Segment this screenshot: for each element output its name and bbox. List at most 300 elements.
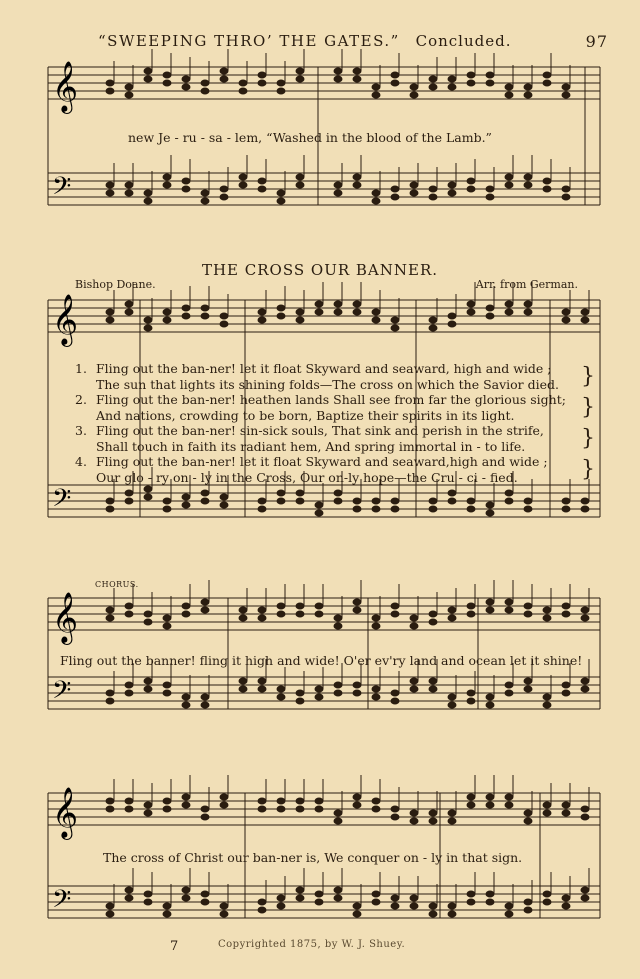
note-head (391, 690, 399, 696)
note-head (201, 806, 209, 812)
note-head (486, 802, 494, 808)
note-head (372, 891, 380, 897)
note-head (448, 498, 456, 504)
note-head (258, 907, 266, 913)
note-head (106, 903, 114, 909)
note-head (106, 806, 114, 812)
note-head (562, 603, 570, 609)
note-head (144, 494, 152, 500)
note-head (486, 607, 494, 613)
note-head (144, 325, 152, 331)
note-head (562, 611, 570, 617)
note-head (353, 682, 361, 688)
note-head (486, 899, 494, 905)
note-head (106, 798, 114, 804)
note-head (562, 317, 570, 323)
note-head (467, 698, 475, 704)
note-head (106, 498, 114, 504)
note-head (448, 182, 456, 188)
note-head (277, 498, 285, 504)
note-head (486, 194, 494, 200)
note-head (429, 903, 437, 909)
note-head (220, 321, 228, 327)
note-head (277, 305, 285, 311)
note-head (505, 794, 513, 800)
note-head (524, 678, 532, 684)
song-arranger: Arr. from German. (475, 278, 578, 291)
note-head (277, 798, 285, 804)
note-head (315, 891, 323, 897)
note-head (277, 88, 285, 94)
note-head (220, 313, 228, 319)
note-head (429, 686, 437, 692)
note-head (353, 506, 361, 512)
note-head (467, 178, 475, 184)
note-head (581, 607, 589, 613)
note-head (315, 798, 323, 804)
note-head (391, 698, 399, 704)
note-head (239, 678, 247, 684)
verse-line: And nations, crowding to be born, Baptize their spirits in its light. (96, 407, 515, 423)
verse-block (75, 361, 595, 485)
note-head (296, 68, 304, 74)
note-head (182, 186, 190, 192)
note-head (562, 498, 570, 504)
note-head (125, 806, 133, 812)
note-head (334, 490, 342, 496)
note-head (315, 899, 323, 905)
header-title: “SWEEPING THRO’ THE GATES.” (98, 32, 400, 50)
note-head (410, 182, 418, 188)
note-head (505, 309, 513, 315)
note-head (144, 899, 152, 905)
note-head (125, 182, 133, 188)
note-head (201, 694, 209, 700)
note-head (524, 84, 532, 90)
note-head (353, 599, 361, 605)
note-head (220, 494, 228, 500)
note-head (239, 182, 247, 188)
note-head (353, 607, 361, 613)
note-head (258, 80, 266, 86)
note-head (201, 490, 209, 496)
note-head (334, 895, 342, 901)
note-head (372, 506, 380, 512)
note-head (524, 498, 532, 504)
note-head (106, 182, 114, 188)
note-head (296, 698, 304, 704)
note-head (524, 899, 532, 905)
note-head (448, 76, 456, 82)
note-head (410, 623, 418, 629)
note-head (296, 317, 304, 323)
note-head (163, 806, 171, 812)
note-head (429, 186, 437, 192)
note-head (524, 301, 532, 307)
note-head (467, 301, 475, 307)
note-head (429, 84, 437, 90)
note-head (163, 174, 171, 180)
note-head (163, 72, 171, 78)
note-head (429, 911, 437, 917)
note-head (505, 802, 513, 808)
note-head (486, 313, 494, 319)
chorus-lyric-1: Fling out the banner! fling it high and wide! O'er ev'ry land and ocean let it shine! (60, 653, 583, 668)
note-head (353, 690, 361, 696)
note-head (163, 182, 171, 188)
note-head (220, 68, 228, 74)
note-head (201, 814, 209, 820)
note-head (391, 895, 399, 901)
verse-line: 3. Fling out the ban-ner! sin-sick souls, That sink and perish in the strife, (75, 423, 544, 438)
note-head (372, 686, 380, 692)
note-head (334, 301, 342, 307)
note-head (524, 686, 532, 692)
note-head (144, 611, 152, 617)
note-head (505, 92, 513, 98)
note-head (125, 603, 133, 609)
note-head (315, 603, 323, 609)
note-head (467, 186, 475, 192)
note-head (163, 506, 171, 512)
note-head (144, 76, 152, 82)
note-head (277, 603, 285, 609)
note-head (334, 615, 342, 621)
verse-brace: } (581, 395, 595, 420)
note-head (505, 599, 513, 605)
note-head (201, 80, 209, 86)
note-head (125, 611, 133, 617)
note-head (334, 68, 342, 74)
note-head (543, 802, 551, 808)
note-head (125, 490, 133, 496)
note-head (429, 810, 437, 816)
note-head (144, 190, 152, 196)
note-head (391, 194, 399, 200)
note-head (505, 682, 513, 688)
note-head (543, 80, 551, 86)
note-head (296, 76, 304, 82)
note-head (315, 502, 323, 508)
note-head (220, 186, 228, 192)
note-head (182, 895, 190, 901)
note-head (296, 603, 304, 609)
note-head (353, 309, 361, 315)
note-head (448, 607, 456, 613)
note-head (562, 690, 570, 696)
verse-brace: } (581, 364, 595, 389)
note-head (353, 301, 361, 307)
note-head (372, 309, 380, 315)
note-head (296, 182, 304, 188)
note-head (315, 686, 323, 692)
note-head (201, 702, 209, 708)
note-head (334, 623, 342, 629)
note-head (562, 84, 570, 90)
note-head (581, 506, 589, 512)
note-head (334, 810, 342, 816)
note-head (296, 498, 304, 504)
note-head (144, 198, 152, 204)
note-head (410, 818, 418, 824)
verse-line: Shall touch in faith its radiant hem, And spring immortal in - to life. (96, 438, 526, 454)
note-head (524, 603, 532, 609)
note-head (391, 317, 399, 323)
note-head (372, 317, 380, 323)
note-head (163, 623, 171, 629)
note-head (182, 84, 190, 90)
note-head (296, 174, 304, 180)
note-head (524, 182, 532, 188)
note-head (201, 198, 209, 204)
note-head (448, 903, 456, 909)
bass-clef-icon: 𝄢 (52, 676, 72, 711)
note-head (277, 490, 285, 496)
note-head (296, 611, 304, 617)
note-head (429, 818, 437, 824)
note-head (505, 301, 513, 307)
note-head (144, 619, 152, 625)
note-head (524, 506, 532, 512)
note-head (163, 798, 171, 804)
note-head (543, 694, 551, 700)
note-head (163, 903, 171, 909)
note-head (581, 498, 589, 504)
note-head (106, 190, 114, 196)
note-head (258, 178, 266, 184)
note-head (220, 903, 228, 909)
note-head (296, 798, 304, 804)
note-head (201, 88, 209, 94)
verse-line: 4. Fling out the ban-ner! let it float Skyward and seaward,high and wide ; (75, 454, 548, 469)
note-head (372, 498, 380, 504)
note-head (163, 309, 171, 315)
note-head (125, 84, 133, 90)
note-head (543, 72, 551, 78)
note-head (239, 174, 247, 180)
note-head (486, 891, 494, 897)
note-head (106, 506, 114, 512)
note-head (220, 502, 228, 508)
note-head (258, 72, 266, 78)
note-head (429, 76, 437, 82)
note-head (258, 678, 266, 684)
note-head (125, 690, 133, 696)
note-head (372, 84, 380, 90)
note-head (372, 92, 380, 98)
note-head (334, 887, 342, 893)
note-head (524, 810, 532, 816)
note-head (258, 615, 266, 621)
chorus-label: CHORUS. (95, 580, 139, 589)
note-head (372, 694, 380, 700)
note-head (239, 686, 247, 692)
note-head (448, 313, 456, 319)
note-head (467, 80, 475, 86)
verse-line: Our glo - ry on - ly in the Cross, Our on-ly hope—the Cru - ci - fied. (96, 469, 518, 485)
note-head (334, 682, 342, 688)
note-head (524, 818, 532, 824)
note-head (334, 182, 342, 188)
note-head (448, 490, 456, 496)
note-head (296, 806, 304, 812)
note-head (486, 305, 494, 311)
note-head (220, 794, 228, 800)
note-head (163, 615, 171, 621)
note-head (505, 498, 513, 504)
note-head (372, 798, 380, 804)
note-head (562, 506, 570, 512)
note-head (182, 502, 190, 508)
note-head (581, 895, 589, 901)
note-head (410, 903, 418, 909)
note-head (448, 911, 456, 917)
song-title: THE CROSS OUR BANNER. (201, 261, 439, 279)
note-head (201, 498, 209, 504)
note-head (505, 490, 513, 496)
note-head (467, 794, 475, 800)
verse-line: The sun that lights its shining folds—The cross on which the Savior died. (96, 376, 559, 392)
note-head (486, 702, 494, 708)
note-head (429, 611, 437, 617)
note-head (277, 80, 285, 86)
note-head (258, 186, 266, 192)
note-head (429, 506, 437, 512)
note-head (220, 194, 228, 200)
note-head (163, 682, 171, 688)
copyright-notice: Copyrighted 1875, by W. J. Shuey. (218, 939, 406, 950)
note-head (125, 301, 133, 307)
note-head (524, 92, 532, 98)
note-head (410, 190, 418, 196)
note-head (410, 686, 418, 692)
note-head (315, 694, 323, 700)
note-head (144, 802, 152, 808)
note-head (391, 325, 399, 331)
note-head (144, 686, 152, 692)
header-status: Concluded. (415, 32, 512, 50)
note-head (391, 186, 399, 192)
note-head (391, 611, 399, 617)
note-head (144, 678, 152, 684)
note-head (581, 686, 589, 692)
note-head (334, 309, 342, 315)
note-head (277, 190, 285, 196)
note-head (505, 182, 513, 188)
note-head (581, 887, 589, 893)
note-head (391, 903, 399, 909)
note-head (163, 690, 171, 696)
note-head (372, 899, 380, 905)
treble-clef-icon: 𝄞 (52, 592, 79, 643)
note-head (163, 80, 171, 86)
note-head (182, 313, 190, 319)
note-head (277, 198, 285, 204)
note-head (353, 911, 361, 917)
note-head (220, 802, 228, 808)
note-head (448, 818, 456, 824)
note-head (277, 686, 285, 692)
note-head (220, 911, 228, 917)
note-head (182, 603, 190, 609)
note-head (315, 309, 323, 315)
note-head (410, 895, 418, 901)
note-head (410, 92, 418, 98)
note-head (429, 325, 437, 331)
note-head (448, 694, 456, 700)
note-head (182, 887, 190, 893)
note-head (106, 80, 114, 86)
note-head (106, 690, 114, 696)
note-head (562, 895, 570, 901)
note-head (581, 678, 589, 684)
note-head (201, 599, 209, 605)
note-head (353, 76, 361, 82)
note-head (410, 84, 418, 90)
note-head (486, 72, 494, 78)
note-head (125, 798, 133, 804)
page-number: 97 (585, 32, 608, 51)
note-head (505, 903, 513, 909)
note-head (201, 305, 209, 311)
page-mark: 7 (170, 939, 179, 954)
note-head (467, 506, 475, 512)
note-head (467, 498, 475, 504)
note-head (372, 190, 380, 196)
song-author: Bishop Doane. (75, 278, 156, 291)
note-head (106, 911, 114, 917)
note-head (429, 194, 437, 200)
note-head (448, 702, 456, 708)
chorus-lyric-2: The cross of Christ our ban-ner is, We conquer on - ly in that sign. (103, 850, 523, 865)
note-head (334, 76, 342, 82)
note-head (429, 317, 437, 323)
note-head (562, 186, 570, 192)
note-head (296, 690, 304, 696)
note-head (106, 615, 114, 621)
bass-clef-icon: 𝄢 (52, 484, 72, 519)
note-head (543, 615, 551, 621)
note-head (239, 607, 247, 613)
note-head (201, 190, 209, 196)
note-head (239, 88, 247, 94)
note-head (315, 510, 323, 516)
note-head (106, 309, 114, 315)
note-head (220, 76, 228, 82)
note-head (391, 498, 399, 504)
treble-clef-icon: 𝄞 (52, 787, 79, 838)
note-head (353, 498, 361, 504)
note-head (543, 186, 551, 192)
note-head (410, 678, 418, 684)
note-head (391, 506, 399, 512)
note-head (562, 309, 570, 315)
note-head (486, 186, 494, 192)
note-head (524, 611, 532, 617)
note-head (334, 818, 342, 824)
note-head (182, 694, 190, 700)
note-head (258, 309, 266, 315)
bass-clef-icon: 𝄢 (52, 172, 72, 207)
note-head (391, 814, 399, 820)
verse-brace: } (581, 426, 595, 451)
note-head (543, 810, 551, 816)
note-head (201, 891, 209, 897)
note-head (391, 72, 399, 78)
note-head (467, 891, 475, 897)
note-head (467, 899, 475, 905)
note-head (524, 174, 532, 180)
